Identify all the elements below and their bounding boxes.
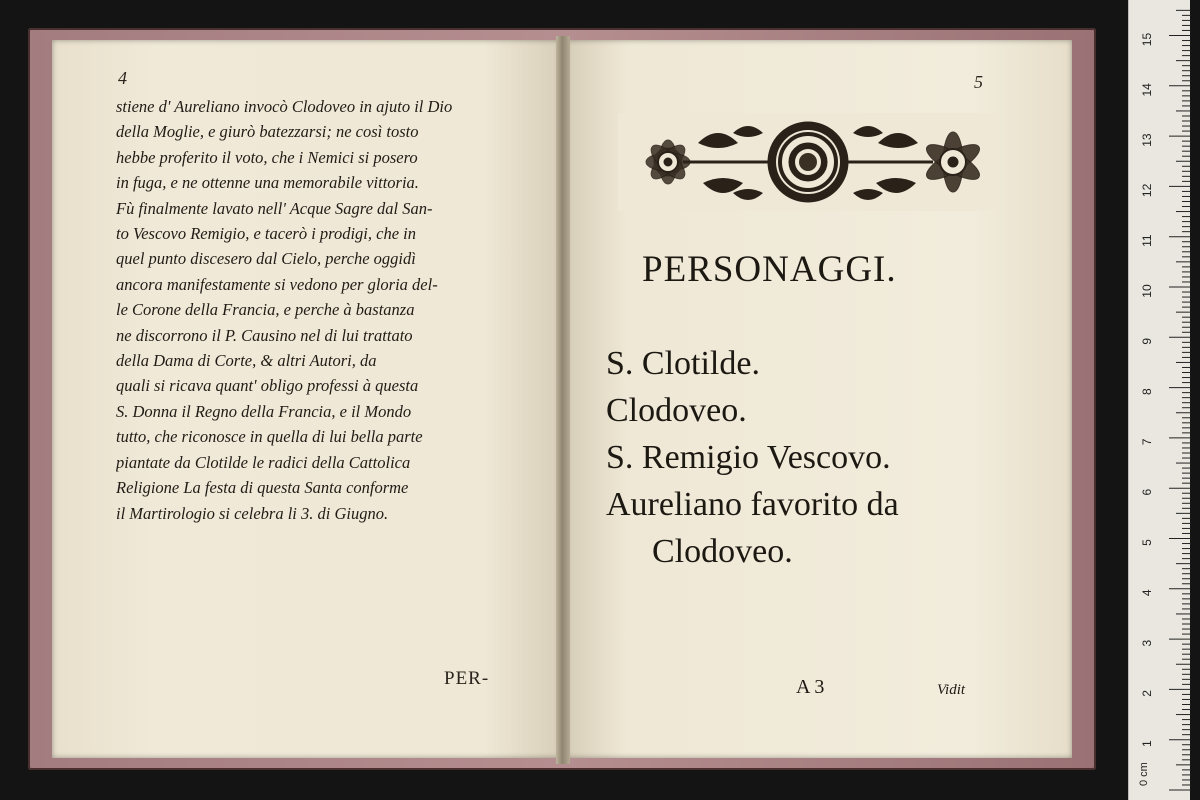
ruler-label: 3 — [1140, 639, 1154, 647]
text-line: to Vescovo Remigio, e tacerò i prodigi, che in — [116, 224, 416, 244]
character-item: Aureliano favorito da — [606, 486, 899, 523]
text-line: Fù finalmente lavato nell' Acque Sagre dal San- — [116, 198, 433, 218]
book-gutter — [556, 36, 570, 764]
character-list — [606, 340, 1026, 575]
ruler-label: 2 — [1140, 690, 1154, 697]
text-line: ne discorrono il P. Causino nel di lui trattato — [116, 325, 413, 345]
ruler-label: 12 — [1140, 183, 1154, 198]
right-catchword: Vidit — [937, 682, 966, 698]
text-line: ancora manifestamente si vedono per gloria del- — [116, 274, 438, 294]
text-line: tutto, che riconosce in quella di lui bella parte — [116, 427, 423, 447]
ruler-label: 9 — [1140, 337, 1154, 345]
ruler-label: 4 — [1140, 589, 1154, 597]
character-item: Clodoveo. — [606, 392, 747, 429]
left-catchword: PER- — [444, 668, 490, 689]
ruler-label: 6 — [1140, 488, 1154, 496]
text-line: della Moglie, e giurò batezzarsi; ne così tosto — [116, 122, 419, 142]
character-item: S. Clotilde. — [606, 345, 760, 382]
text-line: quali si ricava quant' obligo professi à questa — [116, 376, 419, 396]
dramatis-personae-title: PERSONAGGI. — [642, 249, 897, 290]
measurement-ruler — [1128, 0, 1190, 800]
text-line: le Corone della Francia, e perche à bastanza — [116, 300, 415, 320]
ruler-label: 7 — [1140, 438, 1154, 446]
text-line: S. Donna il Regno della Francia, e il Mondo — [116, 401, 412, 421]
ruler-label: 13 — [1140, 133, 1154, 147]
character-item: S. Remigio Vescovo. — [606, 439, 891, 476]
text-line: Religione La festa di questa Santa conforme — [116, 478, 409, 498]
ruler-label: 5 — [1140, 539, 1154, 546]
text-line: piantate da Clotilde le radici della Cattolica — [116, 452, 411, 472]
left-page-text — [116, 94, 526, 526]
ruler-unit-label: 0 cm — [1138, 762, 1150, 786]
ruler-label: 10 — [1140, 284, 1154, 298]
ruler-scale — [1129, 0, 1191, 800]
ruler-label: 14 — [1140, 83, 1154, 97]
text-line: in fuga, e ne ottenne una memorabile vittoria. — [116, 173, 419, 193]
floral-headpiece-icon — [618, 113, 998, 211]
ruler-label: 8 — [1140, 388, 1154, 395]
text-line: della Dama di Corte, & altri Autori, da — [116, 351, 377, 371]
left-page-number: 4 — [118, 68, 127, 88]
ruler-label: 15 — [1140, 32, 1154, 47]
character-item: Clodoveo. — [652, 533, 793, 570]
text-line: quel punto discesero dal Cielo, perche oggidì — [116, 249, 416, 269]
ruler-label: 11 — [1140, 234, 1154, 247]
signature-mark: A 3 — [796, 676, 825, 698]
text-line: stiene d' Aureliano invocò Clodoveo in ajuto il Dio — [116, 97, 453, 116]
ruler-label: 1 — [1140, 740, 1154, 748]
text-line: il Martirologio si celebra li 3. di Giugno. — [116, 503, 389, 523]
right-page-number: 5 — [974, 72, 983, 92]
text-line: hebbe proferito il voto, che i Nemici si posero — [116, 147, 418, 167]
